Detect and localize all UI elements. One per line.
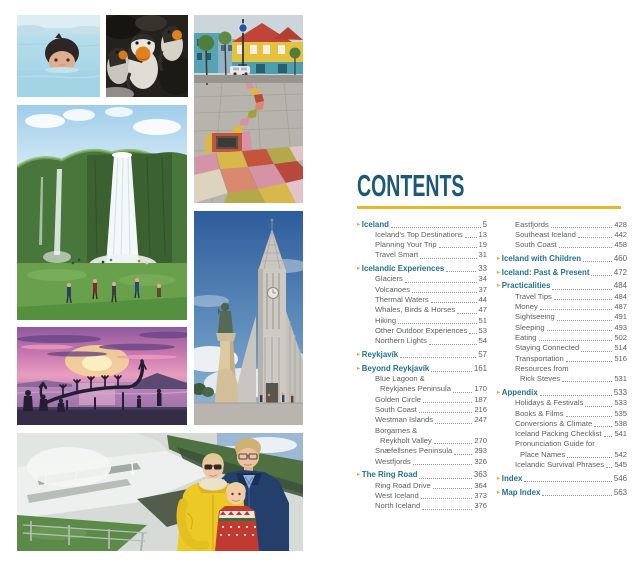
toc-entry-page: 538 [614,418,627,428]
toc-entry-page: 293 [474,446,487,456]
waterfall-art [17,105,187,320]
toc-entry-label: Reykholt Valley [380,435,432,445]
dot-leader [391,226,481,228]
toc-entry-page: 458 [614,240,627,250]
toc-entry-label: Reykjavík [361,350,399,360]
toc-entry-page: 563 [613,487,627,497]
photo-family-gullfoss [17,433,303,551]
toc-sub-entry [357,405,487,415]
toc-entry-label: Westfjords [375,456,411,466]
toc-sub-entry [497,460,627,470]
dot-leader [465,236,477,238]
toc-section-entry [497,474,627,484]
toc-entry-label: Sleeping [515,322,545,332]
toc-section-entry [357,470,487,480]
toc-sub-entry [497,312,627,322]
toc-entry-label: South Coast [515,240,557,250]
toc-entry-label: Place Names [520,449,566,459]
toc-entry-page: 51 [478,315,487,325]
toc-entry-page: 484 [614,291,627,301]
dot-leader [540,308,613,310]
toc-entry-label: Iceland: Past & Present [501,267,590,277]
toc-section-entry [497,281,627,291]
photo-puffin-toys [106,15,188,97]
toc-entry-page: 491 [614,312,627,322]
toc-entry-label: North Iceland [375,501,421,511]
toc-section-entry [357,350,487,360]
toc-entry-page: 541 [614,429,627,439]
dot-leader [419,411,473,413]
toc-entry-page: 363 [473,470,487,480]
toc-sub-entry [357,285,487,295]
toc-sub-entry [357,316,487,326]
toc-entry-label: Planning Your Trip [375,240,437,250]
toc-entry-label: West Iceland [375,490,419,500]
toc-sub-entry [357,374,487,384]
toc-sub-entry [357,250,487,260]
toc-entry-page: 428 [614,219,627,229]
toc-sub-entry [497,374,627,384]
dot-leader [434,442,473,444]
toc-entry-page: 533 [613,387,627,397]
dot-leader [566,360,613,362]
toc-entry-label: Golden Circle [375,394,422,404]
sun-voyager-art [17,327,187,425]
toc-sub-entry [357,384,487,394]
toc-sub-entry [357,415,487,425]
dot-leader [604,435,613,437]
dot-leader [524,480,611,482]
toc-entry-label: Borgarnes & [375,425,418,435]
toc-entry-page: 376 [474,501,487,511]
dot-leader [429,343,477,345]
section-arrow-icon: ▸ [497,268,501,276]
dot-leader [557,319,613,321]
toc-entry-page: 54 [478,336,487,346]
dot-leader [551,226,613,228]
toc-entry-page: 442 [614,229,627,239]
puffin-toys-art [106,15,188,97]
toc-entry-page: 37 [478,284,487,294]
toc-entry-page: 247 [474,415,487,425]
dot-leader [400,356,476,358]
toc-entry-label: Pronunciation Guide for [515,439,595,449]
toc-entry-page: 5 [482,219,487,229]
toc-entry-page: 502 [614,332,627,342]
toc-entry-label: Eastfjords [515,219,549,229]
dot-leader [552,288,611,290]
hallgrimskirkja-art [194,211,303,425]
toc-sub-entry [357,336,487,346]
toc-entry-label: Conversions & Climate [515,418,593,428]
toc-entry-page: 545 [614,460,627,470]
dot-leader [540,394,612,396]
toc-entry-label: Iceland with Children [501,253,582,263]
dot-leader [431,370,472,372]
dot-leader [421,497,473,499]
toc-entry-label: Westman Islands [375,415,434,425]
toc-section-entry [497,488,627,498]
photo-seljalandsfoss-waterfall [17,105,187,320]
toc-entry-label: Eating [515,332,537,342]
toc-sub-entry [497,409,627,419]
toc-entry-page: 161 [473,363,487,373]
toc-entry-page: 53 [478,325,487,335]
dot-leader [583,260,612,262]
toc-sub-entry [497,343,627,353]
photo-rainbow-street [194,15,303,203]
dot-leader [567,456,612,458]
toc-entry-label: Travel Tips [515,291,552,301]
toc-entry-page: 216 [474,405,487,415]
dot-leader [585,405,612,407]
section-arrow-icon: ▸ [497,388,501,396]
toc-entry-label: Map Index [501,487,541,497]
dot-leader [566,415,613,417]
toc-columns [357,220,629,512]
toc-entry-label: Index [501,473,523,483]
toc-sub-entry [497,333,627,343]
section-arrow-icon: ▸ [357,364,361,372]
toc-section-entry [357,364,487,374]
toc-entry-label: Whales, Birds & Horses [375,305,456,315]
toc-entry-label: Icelandic Experiences [361,264,445,274]
dot-leader [439,246,477,248]
dot-leader [405,281,477,283]
toc-entry-page: 514 [614,343,627,353]
toc-entry-page: 373 [474,490,487,500]
toc-sub-entry [357,230,487,240]
toc-entry-page: 47 [478,305,487,315]
toc-sub-entry [497,419,627,429]
dot-leader [435,422,472,424]
toc-sub-entry [497,364,627,374]
dot-leader [594,425,612,427]
toc-entry-label: Sightseeing [515,312,555,322]
toc-entry-label: Iceland Packing Checklist [515,429,602,439]
toc-entry-label: Iceland's Top Destinations [375,229,463,239]
dot-leader [539,339,613,341]
dot-leader [454,453,472,455]
toc-sub-entry [357,446,487,456]
toc-section-entry [497,388,627,398]
toc-sub-entry [357,426,487,436]
dot-leader [433,487,473,489]
toc-sub-entry [357,491,487,501]
toc-entry-label: Rick Steves [520,374,561,384]
toc-entry-label: Icelandic Survival Phrases [515,460,605,470]
section-arrow-icon: ▸ [497,282,501,290]
toc-entry-page: 270 [474,435,487,445]
toc-sub-entry [357,436,487,446]
toc-entry-label: Beyond Reykjavík [361,363,430,373]
toc-sub-entry [497,398,627,408]
photo-hallgrimskirkja [194,211,303,425]
toc-entry-label: Travel Smart [375,250,419,260]
toc-sub-entry [497,230,627,240]
toc-sub-entry [357,326,487,336]
toc-sub-entry [357,305,487,315]
title-underline [357,206,621,209]
dot-leader [562,380,612,382]
toc-entry-page: 542 [614,449,627,459]
dot-leader [578,236,613,238]
toc-entry-label: Other Outdoor Experiences [375,325,468,335]
dot-leader [431,301,477,303]
toc-entry-page: 546 [613,473,627,483]
toc-entry-label: Hiking [375,315,397,325]
toc-entry-label: Northern Lights [375,336,427,346]
toc-entry-page: 326 [474,456,487,466]
toc-entry-label: Books & Films [515,408,564,418]
dot-leader [542,494,611,496]
table-of-contents [357,168,629,512]
toc-entry-page: 31 [478,250,487,260]
toc-sub-entry [357,240,487,250]
toc-section-entry [497,268,627,278]
toc-sub-entry [497,354,627,364]
toc-entry-label: South Coast [375,405,417,415]
toc-entry-page: 516 [614,353,627,363]
dot-leader [581,350,612,352]
toc-column-left [357,220,487,512]
contents-title: CONTENTS [357,168,465,203]
toc-entry-label: Iceland [361,219,389,229]
toc-entry-label: Thermal Waters [375,295,429,305]
toc-entry-page: 364 [474,480,487,490]
dot-leader [419,477,471,479]
dot-leader [413,463,473,465]
toc-sub-entry [357,395,487,405]
section-arrow-icon: ▸ [497,254,501,262]
toc-entry-page: 170 [474,384,487,394]
dot-leader [446,270,476,272]
section-arrow-icon: ▸ [497,488,501,496]
section-arrow-icon: ▸ [357,351,361,359]
toc-sub-entry [497,323,627,333]
toc-entry-page: 487 [614,302,627,312]
dot-leader [554,298,612,300]
toc-entry-page: 531 [614,374,627,384]
toc-sub-entry [357,501,487,511]
blue-lagoon-art [17,15,100,97]
toc-sub-entry [497,220,627,230]
toc-entry-label: Blue Lagoon & [375,374,425,384]
section-arrow-icon: ▸ [497,474,501,482]
dot-leader [398,322,476,324]
toc-entry-page: 13 [478,229,487,239]
toc-entry-label: The Ring Road [361,470,418,480]
dot-leader [423,401,472,403]
photo-sun-voyager [17,327,187,425]
toc-entry-page: 493 [614,322,627,332]
toc-column-right [497,220,627,512]
toc-section-entry [497,254,627,264]
toc-entry-page: 57 [478,350,487,360]
dot-leader [420,257,476,259]
toc-entry-page: 535 [614,408,627,418]
section-arrow-icon: ▸ [357,265,361,273]
toc-section-entry [357,264,487,274]
dot-leader [559,246,613,248]
toc-sub-entry [357,295,487,305]
dot-leader [457,312,476,314]
dot-leader [547,329,613,331]
toc-sub-entry [357,274,487,284]
toc-section-entry [357,220,487,230]
rainbow-street-art [194,15,303,203]
toc-sub-entry [497,292,627,302]
toc-entry-label: Volcanoes [375,284,411,294]
toc-entry-label: Snæfellsnes Peninsula [375,446,453,456]
toc-entry-page: 187 [474,394,487,404]
toc-entry-label: Glaciers [375,274,403,284]
dot-leader [422,508,472,510]
toc-entry-label: Practicalities [501,281,551,291]
dot-leader [469,332,476,334]
toc-entry-page: 460 [613,253,627,263]
toc-entry-label: Staying Connected [515,343,580,353]
toc-sub-entry [357,481,487,491]
toc-entry-page: 484 [613,281,627,291]
toc-sub-entry [497,439,627,449]
toc-entry-label: Ring Road Drive [375,480,431,490]
toc-sub-entry [497,429,627,439]
toc-entry-label: Reykjanes Peninsula [380,384,451,394]
toc-entry-page: 34 [478,274,487,284]
toc-sub-entry [357,457,487,467]
toc-entry-label: Resources from [515,363,569,373]
toc-entry-label: Holidays & Festivals [515,398,584,408]
toc-sub-entry [497,450,627,460]
toc-entry-page: 533 [614,398,627,408]
section-arrow-icon: ▸ [357,220,361,228]
dot-leader [591,274,611,276]
photo-blue-lagoon-swimmer [17,15,100,97]
section-arrow-icon: ▸ [357,471,361,479]
toc-entry-page: 33 [478,264,487,274]
dot-leader [453,391,472,393]
toc-entry-label: Money [515,302,538,312]
toc-sub-entry [497,240,627,250]
toc-entry-page: 472 [613,267,627,277]
toc-entry-label: Transportation [515,353,564,363]
toc-entry-page: 19 [478,240,487,250]
dot-leader [412,291,477,293]
toc-entry-page: 44 [478,295,487,305]
toc-entry-label: Southeast Iceland [515,229,576,239]
toc-sub-entry [497,302,627,312]
dot-leader [606,466,612,468]
toc-entry-label: Appendix [501,387,538,397]
gullfoss-family-art [17,433,303,551]
